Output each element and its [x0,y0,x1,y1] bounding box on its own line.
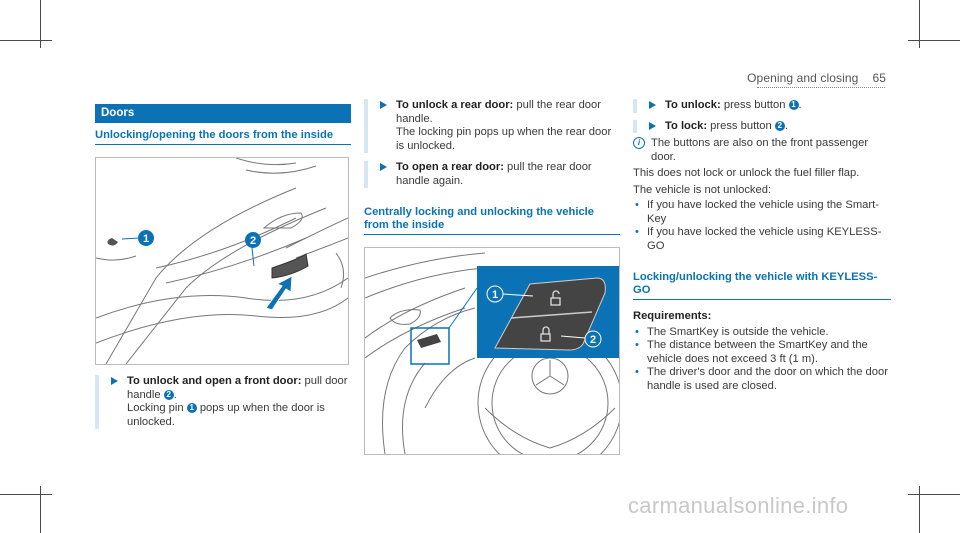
central-lock-illustration [365,248,619,454]
step-line: The locking pin pops up when the rear door is unlocked. [396,126,612,152]
step-text-end: . [173,388,177,401]
step-lock [633,120,891,134]
step-label: To unlock and open a front door: [127,375,302,387]
step-line-end: pops up when the door is unlocked. [127,402,325,428]
requirements-label: Requirements: [633,310,712,322]
paragraph: This does not lock or unlock the fuel filler flap. [633,167,860,179]
subhead-central-locking: Centrally locking and unlocking the vehicle from the inside [364,206,620,235]
page-number: 65 [872,71,886,85]
step-arrow-icon [649,122,656,130]
step-label: To lock: [665,119,708,132]
step-line: Locking pin [127,402,187,414]
step-text: pull door handle [127,375,348,401]
crop-mark [0,494,52,495]
header-section: Opening and closing [747,71,859,85]
header-rule [757,87,885,88]
requirements-list [633,326,891,394]
front-door-illustration [96,158,348,364]
step-open-rear [364,161,620,188]
bullet-list [633,199,891,253]
step-unlock-rear [364,99,620,153]
step-text-end: . [784,119,788,132]
crop-mark [908,494,960,495]
step-text-end: . [798,99,802,111]
crop-mark [0,40,52,41]
list-item: • The distance between the SmartKey and the vehicle does not exceed 3 ft (1 m). [633,339,891,366]
step-text: press button [707,119,775,132]
info-note [633,137,891,164]
page-header [747,71,886,85]
callout-2-inline: 2 [775,121,785,131]
figure-central-lock [364,247,620,455]
step-arrow-icon [380,101,387,109]
callout-1-inline: 1 [789,100,799,110]
info-icon: i [633,137,645,149]
callout-2-inline: 2 [164,390,174,400]
list-item: • If you have locked the vehicle using KEYLESS- GO [633,226,891,253]
step-text: press button [720,99,789,111]
doors-section-bar: Doors [95,104,351,123]
step-text: pull the rear door handle. [396,99,601,125]
callout-1: 1 [491,289,499,301]
step-label: To open a rear door: [396,161,504,173]
list-item: • If you have locked the vehicle using the Smart- Key [633,199,891,226]
watermark: carmanualsonline.info [628,493,849,518]
subhead-keyless-go: Locking/unlocking the vehicle with KEYLESS-GO [633,271,891,300]
column-3 [633,99,891,393]
crop-mark [908,40,960,41]
column-2 [364,99,620,455]
step-arrow-icon [111,377,118,385]
step-arrow-icon [649,101,656,109]
column-1 [95,104,351,429]
list-item: • The SmartKey is outside the vehicle. [633,326,891,340]
callout-1-inline: 1 [187,403,197,413]
step-label: To unlock a rear door: [396,99,514,111]
callout-2: 2 [249,235,257,247]
step-text: pull the rear door handle again. [396,161,592,187]
figure-front-door [95,157,349,365]
callout-1: 1 [142,233,150,245]
callout-2: 2 [589,334,597,346]
step-arrow-icon [380,163,387,171]
step-unlock [633,99,891,113]
step-unlock-front [95,375,351,429]
paragraph: The vehicle is not unlocked: [633,183,772,196]
subhead-unlock-inside: Unlocking/opening the doors from the inside [95,129,351,145]
step-label: To unlock: [665,99,721,111]
list-item: • The driver's door and the door on which the door handle is used are closed. [633,366,891,393]
note-text: The buttons are also on the front passenger door. [651,137,869,163]
